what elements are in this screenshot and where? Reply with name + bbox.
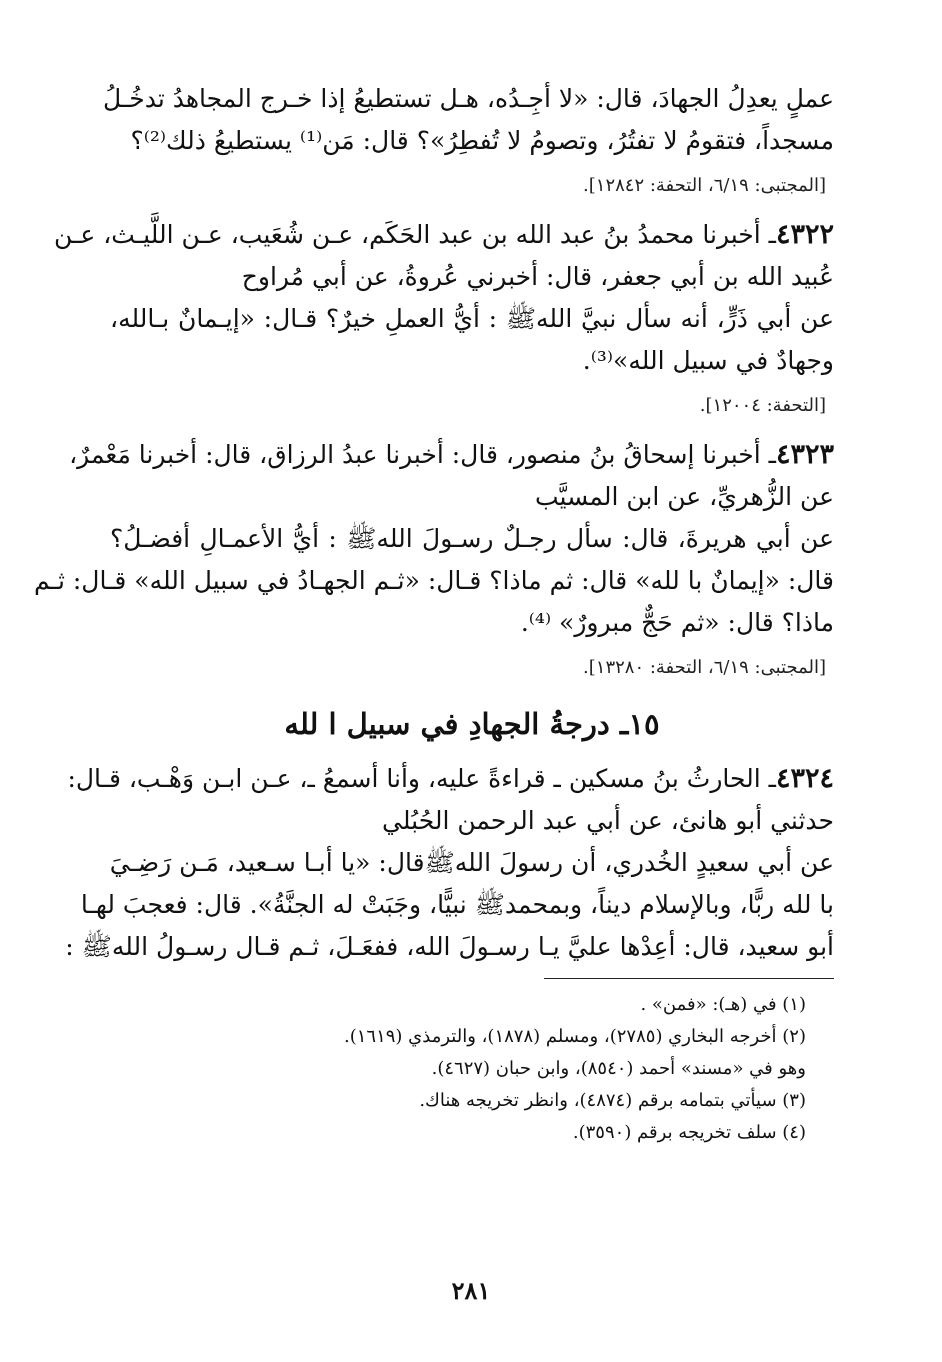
footnote: (٢) أخرجه البخاري (٢٧٨٥)، ومسلم (١٨٧٨)، والترمذي (١٦١٩). [344, 1026, 806, 1047]
text-line: مسجداً، فتقومُ لا تفتُرُ، وتصومُ لا تُفطِرُ»؟ قال: مَن⁽¹⁾ يستطيعُ ذلك⁽²⁾؟ [130, 126, 834, 155]
hadith-number: ٤٣٢٣ [775, 439, 834, 470]
hadith-4324 [65, 758, 834, 968]
text-line: ماذا؟ قال: «ثم حَجٌّ مبرورٌ» ⁽⁴⁾. [520, 608, 834, 637]
section-heading: ١٥ـ درجةُ الجهادِ في سبيل ا لله [284, 707, 660, 741]
text-line: عن أبي سعيدٍ الخُدري، أن رسولَ اللهﷺقال: «يا أبـا سـعيد، مَـن رَضِـيَ [109, 848, 834, 877]
text-line: عن أبي ذَرٍّ، أنه سأل نبيَّ اللهﷺ : أيُّ العملِ خيرٌ؟ قـال: «إيـمانٌ بـالله، [110, 304, 834, 333]
hadith-number: ٤٣٢٢ [775, 219, 834, 250]
footnote: (٣) سيأتي بتمامه برقم (٤٨٧٤)، وانظر تخريجه هناك. [419, 1090, 806, 1111]
footnote-divider [544, 978, 834, 979]
footnote: (٤) سلف تخريجه برقم (٣٥٩٠). [572, 1122, 806, 1143]
source-reference: [المجتبى: ٦/١٩، التحفة: ١٢٨٤٢]. [583, 175, 826, 196]
page-number: ٢٨١ [451, 1276, 491, 1305]
footnote: وهو في «مسند» أحمد (٨٥٤٠)، وابن حبان (٤٦٢٧). [431, 1058, 806, 1079]
text-line: عُبيد الله بن أبي جعفر، قال: أخبرني عُروةُ، عن أبي مُراوح [241, 262, 834, 291]
text-line: وجهادٌ في سبيل الله»⁽³⁾. [582, 346, 834, 375]
text-line: قال: «إيمانٌ با لله» قال: ثم ماذا؟ قـال: «ثـم الجهـادُ في سبيل الله» قـال: ثـم [34, 566, 834, 595]
source-reference: [المجتبى: ٦/١٩، التحفة: ١٣٢٨٠]. [583, 657, 826, 678]
paragraph-continuation [103, 78, 834, 162]
footnotes [110, 989, 834, 1149]
text-line: عملٍ يعدِلُ الجهادَ، قال: «لا أجِـدُه، هـل تستطيعُ إذا خـرج المجاهدُ تدخُـلُ [103, 84, 834, 113]
text-line: ـ أخبرنا محمدُ بنُ عبد الله بن عبد الحَكَم، عـن شُعَيب، عـن اللَّيـث، عـن [54, 220, 776, 249]
text-line: ـ أخبرنا إسحاقُ بنُ منصور، قال: أخبرنا عبدُ الرزاق، قال: أخبرنا مَعْمرٌ، [69, 440, 776, 469]
text-line: عن الزُّهريِّ، عن ابن المسيَّب [535, 482, 834, 511]
text-line: عن أبي هريرةَ، قال: سأل رجـلٌ رسـولَ اللهﷺ : أيُّ الأعمـالِ أفضـلُ؟ [110, 524, 834, 553]
text-line: حدثني أبو هانئ، عن أبي عبد الرحمن الحُبُلي [382, 806, 834, 835]
hadith-number: ٤٣٢٤ [775, 763, 834, 794]
text-line: با لله ربًّا، وبالإسلام ديناً، وبمحمدﷺ نبيًّا، وجَبَتْ له الجنَّةُ». قال: فعجبَ لهـا [80, 890, 834, 919]
source-reference: [التحفة: ١٢٠٠٤]. [699, 395, 826, 416]
hadith-4322 [54, 214, 834, 382]
text-line: ـ الحارثُ بنُ مسكين ـ قراءةً عليه، وأنا أسمعُ ـ، عـن ابـن وَهْـب، قـال: [67, 764, 776, 793]
text-line: أبو سعيد، قال: أعِدْها عليَّ يـا رسـولَ الله، ففعَـلَ، ثـم قـال رسـولُ اللهﷺ : [65, 932, 834, 961]
hadith-4323 [34, 434, 834, 644]
footnote: (١) في (هـ): «فمن» . [640, 994, 806, 1015]
